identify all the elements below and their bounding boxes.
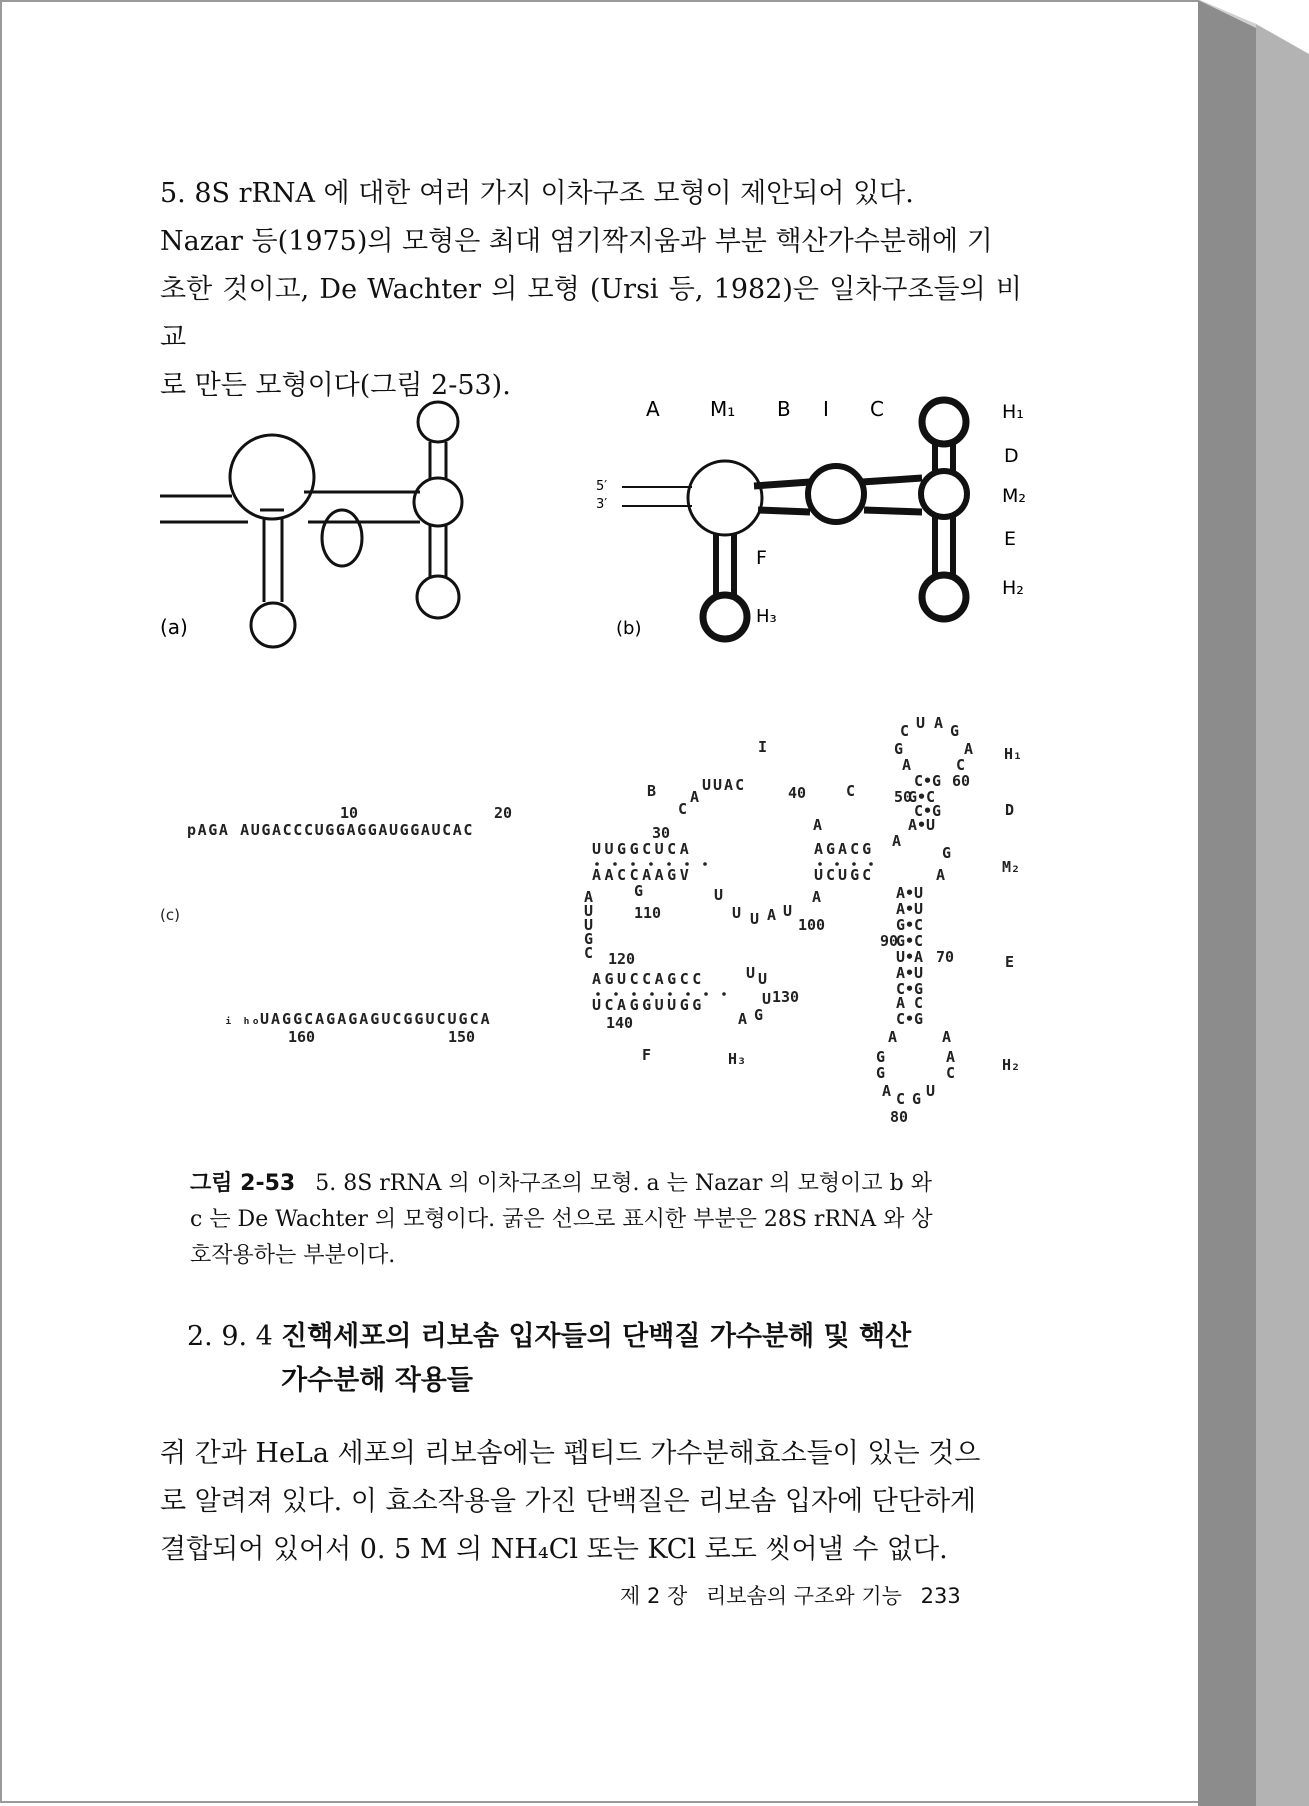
pos-110: 110 — [634, 904, 662, 922]
svg-text:U: U — [714, 886, 724, 904]
pos-60: 60 — [952, 772, 971, 790]
svg-text:C•G: C•G — [914, 802, 942, 820]
pos-40: 40 — [788, 784, 807, 802]
text-line: 쥐 간과 HeLa 세포의 리보솜에는 펩티드 가수분해효소들이 있는 것으 — [160, 1438, 981, 1469]
svg-text:U: U — [732, 904, 742, 922]
svg-text:A: A — [888, 1028, 898, 1046]
loop-i-seq: UUAC — [702, 776, 747, 794]
svg-text:A C: A C — [896, 994, 924, 1012]
b-label-5prime: 5′ — [596, 479, 608, 494]
svg-text:C•G: C•G — [896, 1010, 924, 1028]
pos-90: 90 — [880, 932, 899, 950]
svg-text:G•C: G•C — [896, 932, 924, 950]
c-label-H1: H₁ — [1004, 745, 1023, 763]
svg-text:U: U — [762, 990, 772, 1008]
svg-text:A: A — [812, 888, 822, 906]
b-label-A: A — [646, 397, 660, 421]
svg-text:A•U: A•U — [896, 884, 924, 902]
svg-text:A•U: A•U — [896, 964, 924, 982]
svg-text:G: G — [942, 844, 952, 862]
pos-30: 30 — [652, 824, 671, 842]
svg-text:A: A — [936, 866, 946, 884]
svg-text:C: C — [946, 1064, 956, 1082]
text-line: 5. 8S rRNA 에 대한 여러 가지 이차구조 모형이 제안되어 있다. — [160, 178, 914, 209]
panel-b-label: (b) — [616, 618, 642, 639]
figure-caption — [190, 1166, 1010, 1274]
svg-text:A: A — [946, 1048, 956, 1066]
section-number: 2. 9. 4 — [187, 1321, 273, 1352]
svg-text:A: A — [942, 1028, 952, 1046]
svg-text:A: A — [767, 906, 777, 924]
b-label-H3: H₃ — [756, 606, 777, 627]
pos-140: 140 — [606, 1014, 634, 1032]
panel-a-diagram — [160, 402, 462, 647]
pos-80: 80 — [890, 1108, 909, 1126]
caption-figure-number: 그림 2-53 — [190, 1171, 296, 1196]
svg-text:G: G — [584, 930, 594, 948]
section-title-line1: 진핵세포의 리보솜 입자들의 단백질 가수분해 및 핵산 — [281, 1321, 912, 1352]
svg-text:U•A: U•A — [896, 948, 924, 966]
text-line: 로 만든 모형이다(그림 2-53). — [160, 370, 511, 401]
intro-paragraph — [160, 170, 1022, 410]
stem-f-top: AGUCCAGCC — [592, 970, 705, 988]
svg-text:C: C — [584, 944, 594, 962]
svg-text:A•U: A•U — [896, 900, 924, 918]
book-spine — [1198, 0, 1309, 1806]
svg-text:G•C: G•C — [908, 788, 936, 806]
svg-text:U: U — [758, 970, 768, 988]
c-label-B: B — [647, 782, 657, 800]
panel-b-diagram — [622, 400, 967, 639]
svg-text:U: U — [750, 910, 760, 928]
svg-text:U: U — [746, 964, 756, 982]
svg-text:A: A — [584, 888, 594, 906]
page-number: 233 — [920, 1584, 961, 1608]
svg-text:A: A — [813, 816, 823, 834]
section-title-line2: 가수분해 작용들 — [281, 1365, 473, 1396]
seq-3prime-start: ᵢ ₕₒ — [224, 1010, 261, 1028]
svg-text:U: U — [783, 902, 793, 920]
b-label-H1: H₁ — [1002, 401, 1024, 423]
seq-3prime-strand: UAGGCAGAGAGUCGGUCUGCA — [260, 1010, 492, 1028]
svg-text:A: A — [882, 1082, 892, 1100]
c-label-F: F — [642, 1046, 652, 1064]
pos-10: 10 — [340, 804, 359, 822]
svg-text:G: G — [876, 1048, 886, 1066]
figure-ab — [2, 382, 1202, 682]
caption-line — [190, 1166, 1010, 1202]
svg-text:G: G — [876, 1064, 886, 1082]
pos-150: 150 — [448, 1028, 476, 1046]
svg-text:G: G — [950, 722, 960, 740]
b-label-3prime: 3′ — [596, 497, 608, 512]
b-label-B: B — [777, 397, 791, 421]
svg-text:C: C — [900, 722, 910, 740]
loop-nucleotides — [584, 788, 901, 1028]
svg-text:C: C — [896, 1090, 906, 1108]
b-label-D: D — [1004, 445, 1019, 467]
svg-text:G•C: G•C — [896, 916, 924, 934]
pos-70: 70 — [936, 948, 955, 966]
b-label-H2: H₂ — [1002, 577, 1024, 599]
svg-text:G: G — [912, 1090, 922, 1108]
seq-5prime-strand: pAGA AUGACCCUGGAGGAUGGAUCAC — [187, 821, 475, 839]
text-line: Nazar 등(1975)의 모형은 최대 염기짝지움과 부분 핵산가수분해에 기 — [160, 226, 993, 257]
svg-text:U: U — [584, 902, 594, 920]
stem-b-top: UUGGCUCA — [592, 840, 693, 858]
b-label-E: E — [1004, 528, 1017, 550]
caption-line: c 는 De Wachter 의 모형이다. 굵은 선으로 표시한 부분은 28S rRNA 와 상 — [190, 1207, 933, 1232]
footer-title: 리보솜의 구조와 기능 — [705, 1584, 902, 1608]
pos-100: 100 — [798, 916, 826, 934]
b-label-M2: M₂ — [1002, 485, 1027, 507]
svg-text:A: A — [902, 756, 912, 774]
svg-text:A: A — [934, 714, 944, 732]
b-label-F: F — [756, 547, 767, 569]
section-heading — [187, 1315, 911, 1403]
body-paragraph — [160, 1430, 1022, 1574]
stem-d-bottom: UCUGC — [814, 866, 875, 884]
svg-text:G: G — [634, 882, 644, 900]
stem-f-bottom: UCAGGUUGG — [592, 996, 705, 1014]
svg-text:U: U — [926, 1082, 936, 1100]
text-line: 로 알려져 있다. 이 효소작용을 가진 단백질은 리보솜 입자에 단단하게 — [160, 1486, 977, 1517]
c-label-D: D — [1005, 801, 1015, 819]
svg-text:A: A — [738, 1010, 748, 1028]
c-label-M2: M₂ — [1002, 858, 1021, 876]
text-line: 초한 것이고, De Wachter 의 모형 (Ursi 등, 1982)은 일차구조들의 비교 — [160, 274, 1022, 353]
c-label-H2: H₂ — [1002, 1056, 1021, 1074]
svg-text:G: G — [754, 1006, 764, 1024]
stem-b-bottom: AACCAAGV — [592, 866, 693, 884]
c-label-C: C — [846, 782, 856, 800]
svg-text:A•U: A•U — [908, 816, 936, 834]
pos-120: 120 — [608, 950, 636, 968]
pos-50: 50 — [894, 788, 913, 806]
pos-130: 130 — [772, 988, 800, 1006]
c-label-I: I — [758, 738, 768, 756]
c-label-H3: H₃ — [728, 1050, 747, 1068]
stem-d-top: AGACG — [814, 840, 875, 858]
caption-line: 호작용하는 부분이다. — [190, 1243, 396, 1268]
svg-text:A: A — [892, 832, 902, 850]
b-label-M1: M₁ — [710, 397, 736, 421]
text-line: 결합되어 있어서 0. 5 M 의 NH₄Cl 또는 KCl 로도 씻어낼 수 없다. — [160, 1534, 948, 1565]
c-label-E: E — [1005, 953, 1015, 971]
panel-c-label: (c) — [160, 906, 180, 924]
page-footer — [620, 1580, 973, 1610]
svg-text:C: C — [678, 800, 688, 818]
svg-text:U: U — [916, 714, 926, 732]
b-label-I: I — [823, 397, 829, 421]
svg-text:G: G — [894, 740, 904, 758]
svg-text:C•G: C•G — [896, 980, 924, 998]
pos-20: 20 — [494, 804, 513, 822]
figure-c — [2, 702, 1202, 1132]
panel-a-label: (a) — [160, 615, 188, 639]
svg-text:C: C — [956, 756, 966, 774]
caption-text: 5. 8S rRNA 의 이차구조의 모형. a 는 Nazar 의 모형이고 b 와 — [315, 1171, 932, 1196]
svg-text:C•G: C•G — [914, 772, 942, 790]
pos-160: 160 — [288, 1028, 316, 1046]
svg-text:A: A — [690, 788, 700, 806]
footer-chapter: 제 2 장 — [620, 1584, 688, 1608]
svg-text:U: U — [584, 916, 594, 934]
svg-text:A: A — [964, 740, 974, 758]
b-label-C: C — [870, 397, 884, 421]
